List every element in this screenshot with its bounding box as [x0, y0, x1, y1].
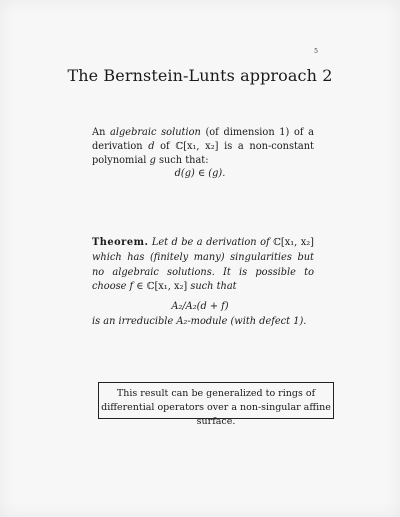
definition-var-d: d: [148, 141, 155, 153]
definition-var-g: g: [149, 155, 156, 167]
remark-text: [99, 387, 333, 429]
definition-term: algebraic solution: [110, 127, 201, 138]
definition-ring: ℂ[x₁, x₂]: [175, 141, 219, 153]
definition-formula: d(g) ∈ (g).: [174, 168, 226, 179]
remark-line-1: This result can be generalized to rings of: [116, 388, 316, 399]
theorem-formula: A₂/A₂(d + f): [171, 301, 229, 312]
theorem-body-3: such that: [187, 281, 237, 293]
definition-prefix: An: [92, 127, 111, 138]
definition-tail: such that:: [155, 155, 209, 167]
remark-line-2: differential operators over a non-singular affine surface.: [101, 402, 331, 427]
definition-middle: (of dimension 1) of a derivation: [92, 127, 314, 153]
theorem-ring-2: ℂ[x₁, x₂]: [146, 281, 188, 293]
theorem-body-1: Let d be a derivation of: [148, 237, 274, 248]
page-number: 5: [314, 48, 318, 55]
theorem-heading: Theorem.: [92, 237, 149, 248]
theorem-ring-1: ℂ[x₁, x₂]: [273, 237, 314, 248]
theorem-conclusion: is an irreducible A₂-module (with defect 1).: [92, 316, 307, 327]
theorem-paragraph: [92, 236, 314, 295]
definition-paragraph: [92, 126, 314, 169]
theorem-body-2: which has (finitely many) singularities but no algebraic solutions. It is possible to choose f ∈: [92, 251, 314, 293]
definition-of: of: [154, 141, 176, 153]
definition-suffix: is a non-constant polynomial: [92, 141, 314, 167]
slide-title: The Bernstein-Lunts approach 2: [67, 66, 333, 85]
remark-box: [98, 382, 334, 427]
